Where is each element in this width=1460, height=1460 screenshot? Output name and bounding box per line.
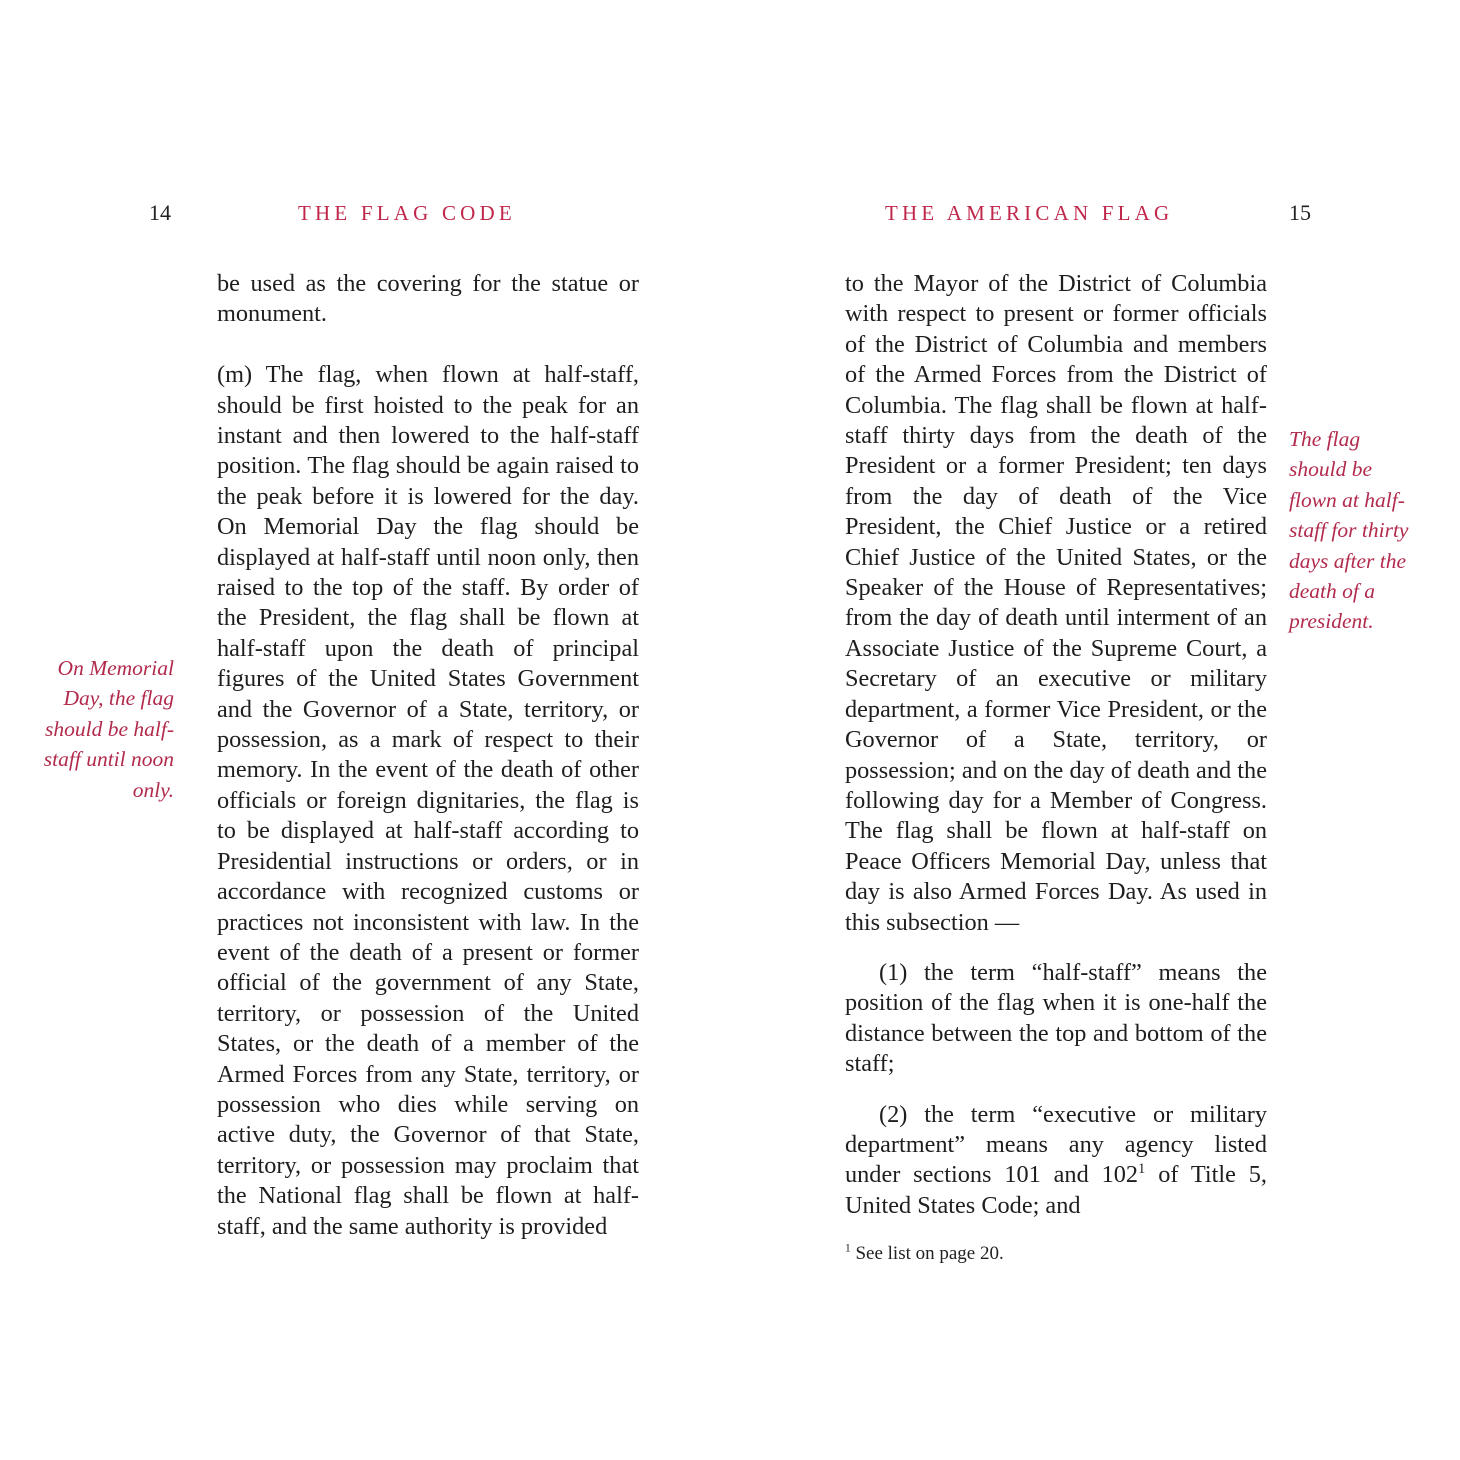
footnote-text: See list on page 20. bbox=[850, 1243, 1004, 1264]
right-side-note: The flag should be flown at half-staff for thirty days after the death of a president. bbox=[1289, 427, 1409, 634]
right-paragraph-3 bbox=[845, 1100, 1267, 1222]
right-paragraph-3-text-end: of Title 5, United States Code; and bbox=[845, 1161, 1267, 1219]
right-paragraph-2: (1) the term “half-staff” means the position of the flag when it is one-half the distance between the top and bottom of the staff; bbox=[845, 958, 1267, 1078]
left-paragraph-2: (m) The flag, when flown at half-staff, should be first hoisted to the peak for an instant and then lowered to the half-staff position. The flag should be again raised to the peak before it is lowered for the day. On Memorial Day the flag should be displayed at half-staff until noon only, then raised to the top of the staff. By order of the President, the flag shall be flown at half-staff upon the death of principal figures of the United States Government and the Governor of a State, territory, or possession, as a mark of respect to their memory. In the event of the death of other officials or foreign dignitaries, the flag is to be displayed at half-staff according to Presidential instructions or orders, or in accordance with recognized customs or practices not inconsistent with law. In the event of the death of a present or former official of the government of any State, territory, or possession of the United States, or the death of a member of the Armed Forces from any State, territory, or possession who dies while serving on active duty, the Governor of that State, territory, or possession may proclaim that the National flag shall be flown at half-staff, and the same authority is provided bbox=[217, 361, 639, 1240]
right-page-number: 15 bbox=[1289, 200, 1311, 225]
footnote-reference: 1 bbox=[1138, 1161, 1146, 1178]
right-paragraph-1: to the Mayor of the District of Columbia with respect to present or former officials of the District of Columbia and members of the Armed Forces from the District of Columbia. The flag shall be flown at half-staff thirty days from the death of the President or a former President; ten days from the day of death of the Vice President, the Chief Justice or a retired Chief Justice of the United States, or the Speaker of the House of Representatives; from the day of death until interment of an Associate Justice of the Supreme Court, a Secretary of an executive or military department, a former Vice President, or the Governor of a State, territory, or possession; and on the day of death and the following day for a Member of Congress. The flag shall be flown at half-staff on Peace Officers Memorial Day, unless that day is also Armed Forces Day. As used in this subsection — bbox=[845, 270, 1267, 936]
left-paragraph-1: be used as the covering for the statue or monument. bbox=[217, 270, 639, 328]
left-page-number: 14 bbox=[149, 200, 171, 225]
right-running-head: THE AMERICAN FLAG bbox=[885, 201, 1174, 225]
right-paragraph-3-text: (2) the term “executive or military department” means any agency listed under sections 101 and 102 bbox=[845, 1100, 1267, 1189]
left-side-note: On Memorial Day, the flag should be half-staff until noon only. bbox=[43, 656, 174, 802]
footnote-marker: 1 bbox=[845, 1242, 851, 1255]
left-running-head: THE FLAG CODE bbox=[298, 201, 516, 225]
right-body-text bbox=[845, 269, 1267, 1221]
left-body-text bbox=[217, 269, 639, 1242]
footnote bbox=[845, 1243, 1004, 1265]
